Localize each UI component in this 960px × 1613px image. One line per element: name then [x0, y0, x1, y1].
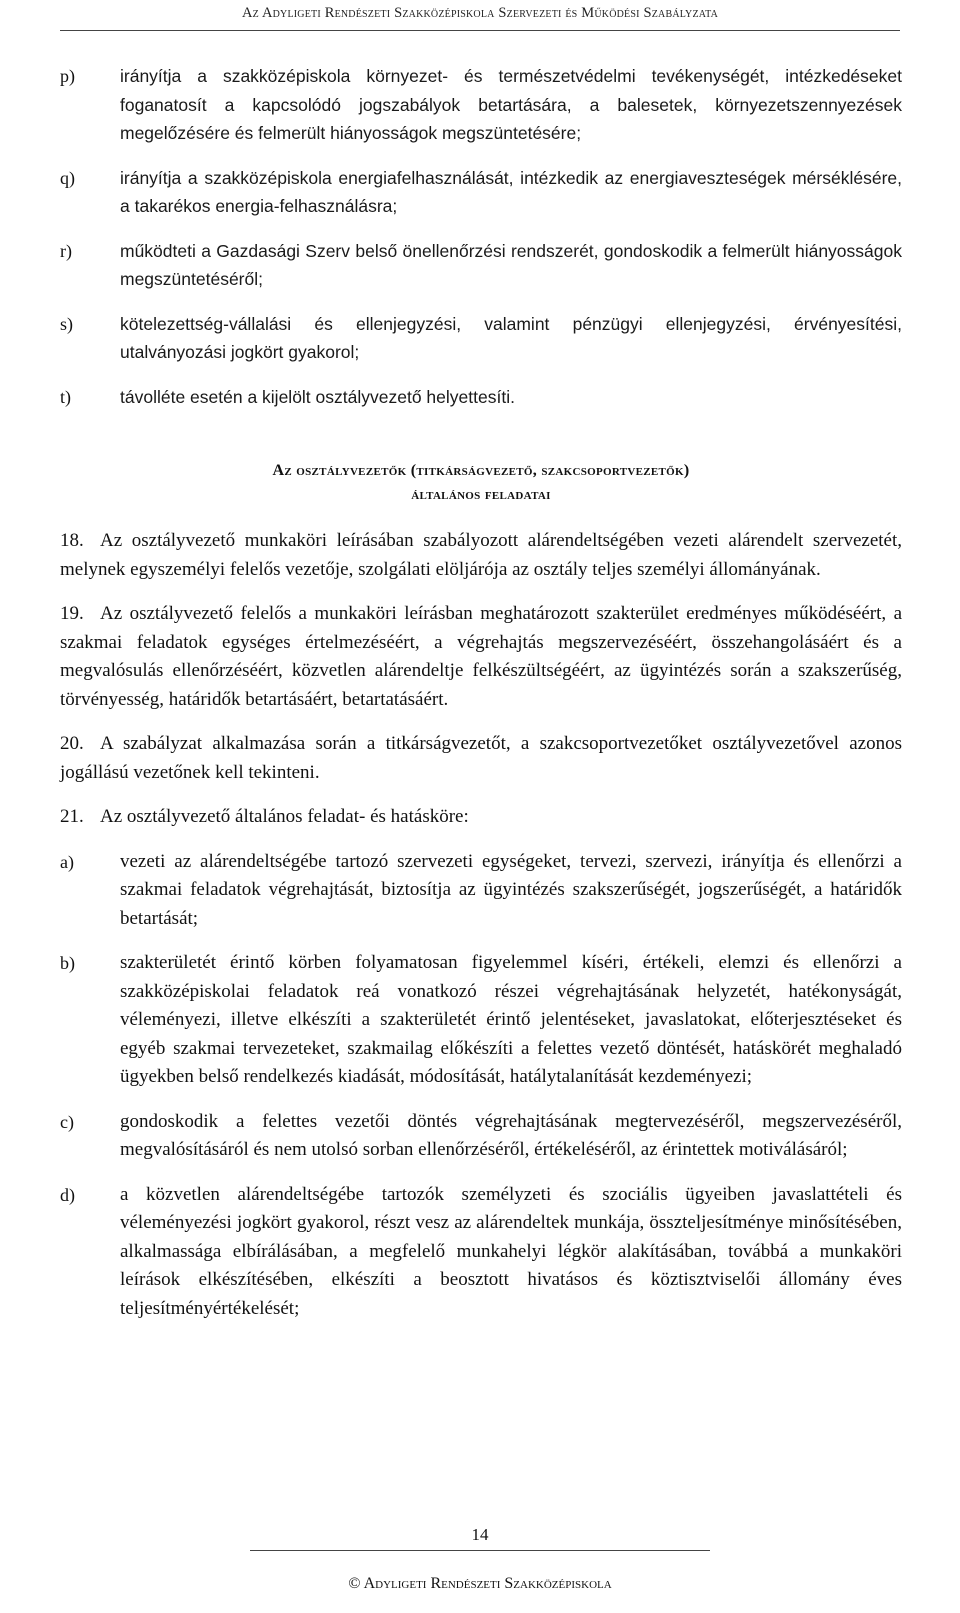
paragraph-number: 19. — [60, 603, 84, 624]
list-item-text: a közvetlen alárendeltségébe tartozók személyzeti és szociális ügyeiben javaslattételi és véleményezési jogkört gyakorol, részt vesz az alárendeltek munkája, összteljesítménye minősítésében, alkalmassága elbírálásában, a megfelelő munkahelyi légkör alakításában, továbbá a munkaköri leírások elkészítésében, elkészíti a beosztott hivatásos és köztisztviselői állomány éves teljesítményértékelését; — [120, 1183, 902, 1319]
list-item-text: távolléte esetén a kijelölt osztályvezető helyettesíti. — [120, 386, 515, 407]
document-header: Az Adyligeti Rendészeti Szakközépiskola Szervezeti és Működési Szabályzata — [241, 5, 719, 21]
list-item-label: t) — [60, 386, 71, 407]
list-item — [60, 1108, 902, 1165]
list-item-label: r) — [60, 240, 72, 261]
list-item — [60, 383, 902, 412]
page-number: 14 — [471, 1525, 489, 1544]
paragraph — [60, 730, 902, 787]
paragraph-number: 21. — [60, 806, 84, 827]
list-item — [60, 62, 902, 148]
paragraph-number: 18. — [60, 530, 84, 551]
paragraph-text: Az osztályvezető munkaköri leírásában szabályozott alárendeltségében vezeti alárendelt szervezetét, melynek egyszemélyi felelős vezetője, szolgálati elöljárója az osztály teljes személyi állományának. — [60, 530, 902, 580]
list-item-text: szakterületét érintő körben folyamatosan figyelemmel kíséri, értékeli, elemzi és ellenőrzi a szakközépiskolai feladatok reá vonatkozó részei végrehajtásának helyzetét, hatékonyságát, véleményezi, illetve elkészíti a szakterületét érintő jelentéseket, javaslatokat, előterjesztéseket és egyéb szakmai tervezeteket, szakmailag előkészíti a felettes vezető döntését, hatáskörét meghaladó ügyekben belső rendelkezés kiadását, módosítását, hatálytalanítását kezdeményezi; — [120, 952, 902, 1087]
list-item — [60, 1181, 902, 1324]
list-item — [60, 949, 902, 1092]
paragraph — [60, 527, 902, 584]
header-divider — [60, 30, 900, 31]
list-item-label: d) — [60, 1184, 75, 1205]
list-item-text: működteti a Gazdasági Szerv belső önellenőrzési rendszerét, gondoskodik a felmerült hiányosságok megszüntetéséről; — [120, 240, 902, 289]
list-item-text: gondoskodik a felettes vezetői döntés végrehajtásának megtervezéséről, megszervezéséről, megvalósításáról és nem utolsó sorban ellenőrzéséről, értékeléséről, az érintettek motiválásáról; — [120, 1110, 902, 1160]
list-item-label: p) — [60, 66, 75, 86]
list-item — [60, 310, 902, 367]
footer-divider — [250, 1550, 710, 1551]
paragraph — [60, 600, 902, 714]
list-item — [60, 164, 902, 221]
numbered-paragraphs — [60, 527, 902, 832]
list-item — [60, 237, 902, 294]
paragraph-text: Az osztályvezető általános feladat- és hatásköre: — [100, 806, 469, 827]
footer-copyright: © Adyligeti Rendészeti Szakközépiskola — [348, 1575, 612, 1592]
page-content — [60, 62, 902, 1339]
list-top — [60, 62, 902, 411]
list-item-label: b) — [60, 953, 75, 973]
section-heading-line: Az osztályvezetők (titkárságvezető, szakcsoportvezetők) — [272, 462, 690, 479]
section-heading-line: általános feladatai — [411, 486, 551, 503]
list-item-text: vezeti az alárendeltségébe tartozó szervezeti egységeket, tervezi, szervezi, irányítja és ellenőrzi a szakmai feladatok végrehajtását, biztosítja az ügyintézés szakszerűségét, jogszerűségét, a határidők betartását; — [120, 850, 902, 929]
list-item-label: q) — [60, 167, 75, 188]
list-item-label: s) — [60, 313, 73, 334]
section-heading — [60, 459, 902, 507]
paragraph — [60, 803, 902, 832]
paragraph-text: A szabályzat alkalmazása során a titkárságvezetőt, a szakcsoportvezetőket osztályvezetővel azonos jogállású vezetőnek kell tekinteni. — [60, 733, 902, 783]
list-item-text: kötelezettség-vállalási és ellenjegyzési, valamint pénzügyi ellenjegyzési, érvényesítési, utalványozási jogkört gyakorol; — [120, 313, 902, 362]
list-item-text: irányítja a szakközépiskola környezet- és természetvédelmi tevékenységét, intézkedéseket foganatosít a kapcsolódó jogszabályok betartására, a balesetek, környezetszennyezések megelőzésére és felmerült hiányosságok megszüntetésére; — [120, 66, 902, 143]
paragraph-text: Az osztályvezető felelős a munkaköri leírásban meghatározott szakterület eredményes működéséért, a szakmai feladatok egységes értelmezéséért, a végrehajtás megszervezéséért, összehangolásáért és a megvalósulás ellenőrzéséért, közvetlen alárendeltje felkészültségéért, az ügyintézés során a szakszerűség, törvényesség, határidők betartásáért, betartatásáért. — [60, 603, 902, 710]
list-bottom — [60, 848, 902, 1324]
list-item-text: irányítja a szakközépiskola energiafelhasználását, intézkedik az energiaveszteségek mérséklésére, a takarékos energia-felhasználásra; — [120, 167, 902, 216]
list-item — [60, 848, 902, 934]
paragraph-number: 20. — [60, 733, 84, 754]
list-item-label: c) — [60, 1111, 74, 1132]
list-item-label: a) — [60, 851, 74, 872]
